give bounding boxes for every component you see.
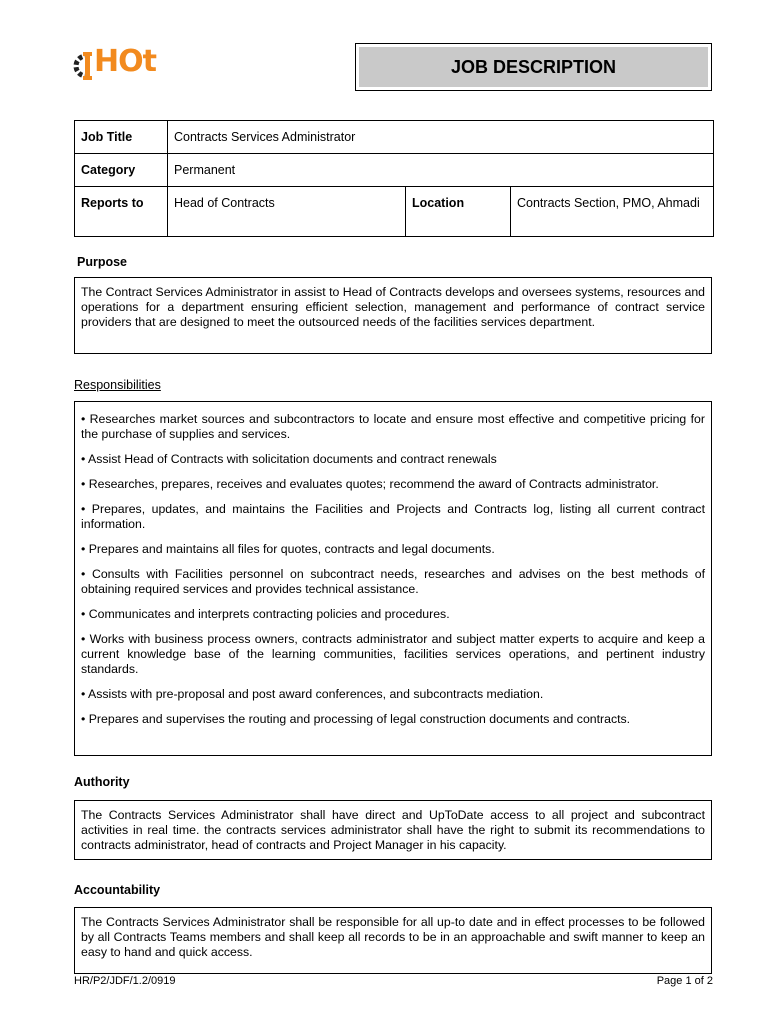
job-info-table bbox=[74, 120, 714, 237]
document-title-box bbox=[355, 43, 712, 91]
list-item: • Assist Head of Contracts with solicitation documents and contract renewals bbox=[81, 452, 497, 466]
document-code: HR/P2/JDF/1.2/0919 bbox=[74, 975, 176, 987]
authority-text: The Contracts Services Administrator shall have direct and UpToDate access to all project and subcontract activities in real time. the contracts services administrator shall have the right to submit its recommendations to contracts administrator, head of contracts and Project Manager in his capacity. bbox=[81, 808, 705, 852]
list-item: • Prepares and maintains all files for quotes, contracts and legal documents. bbox=[81, 542, 495, 556]
job-title-label: Job Title bbox=[75, 121, 168, 154]
page-number: Page 1 of 2 bbox=[656, 975, 713, 987]
list-item: • Prepares, updates, and maintains the Facilities and Projects and Contracts log, listing all current contract information. bbox=[81, 502, 705, 531]
reports-to-value: Head of Contracts bbox=[168, 187, 406, 237]
category-value: Permanent bbox=[168, 154, 714, 187]
purpose-box bbox=[74, 277, 712, 354]
accountability-text: The Contracts Services Administrator shall be responsible for all up-to date and in effect processes to be followed by all Contracts Teams members and shall keep all records to be in an approachable and swift manner to keep an easy to hand and quick access. bbox=[81, 915, 705, 959]
purpose-heading: Purpose bbox=[77, 255, 128, 269]
list-item: • Researches market sources and subcontractors to locate and ensure most effective and competitive pricing for the purchase of supplies and services. bbox=[81, 412, 705, 441]
responsibilities-box bbox=[74, 401, 712, 756]
location-label: Location bbox=[406, 187, 511, 237]
document-title: JOB DESCRIPTION bbox=[359, 47, 708, 87]
responsibilities-heading: Responsibilities bbox=[74, 378, 161, 392]
logo-text: HOt bbox=[94, 44, 156, 79]
list-item: • Researches, prepares, receives and evaluates quotes; recommend the award of Contracts administrator. bbox=[81, 477, 659, 491]
authority-box bbox=[74, 800, 712, 860]
location-value: Contracts Section, PMO, Ahmadi bbox=[511, 187, 714, 237]
job-title-value: Contracts Services Administrator bbox=[168, 121, 714, 154]
accountability-heading: Accountability bbox=[74, 883, 161, 897]
list-item: • Assists with pre-proposal and post award conferences, and subcontracts mediation. bbox=[81, 687, 544, 701]
list-item: • Works with business process owners, contracts administrator and subject matter experts to acquire and keep a current knowledge base of the learning communities, facilities services operations, and pertinent industry standards. bbox=[81, 632, 705, 676]
category-label: Category bbox=[75, 154, 168, 187]
list-item: • Consults with Facilities personnel on subcontract needs, researches and advises on the best methods of obtaining required services and provides technical assistance. bbox=[81, 567, 705, 596]
company-logo bbox=[72, 46, 182, 86]
purpose-text: The Contract Services Administrator in assist to Head of Contracts develops and oversees systems, resources and operations for a department ensuring efficient selection, management and performance of contract service providers that are designed to meet the outsourced needs of the facilities services department. bbox=[81, 285, 706, 329]
list-item: • Prepares and supervises the routing and processing of legal construction documents and contracts. bbox=[81, 712, 631, 726]
accountability-box bbox=[74, 907, 712, 974]
table-row bbox=[75, 154, 714, 187]
reports-to-label: Reports to bbox=[75, 187, 168, 237]
table-row bbox=[75, 187, 714, 237]
authority-heading: Authority bbox=[74, 775, 130, 789]
table-row bbox=[75, 121, 714, 154]
list-item: • Communicates and interprets contracting policies and procedures. bbox=[81, 607, 450, 621]
